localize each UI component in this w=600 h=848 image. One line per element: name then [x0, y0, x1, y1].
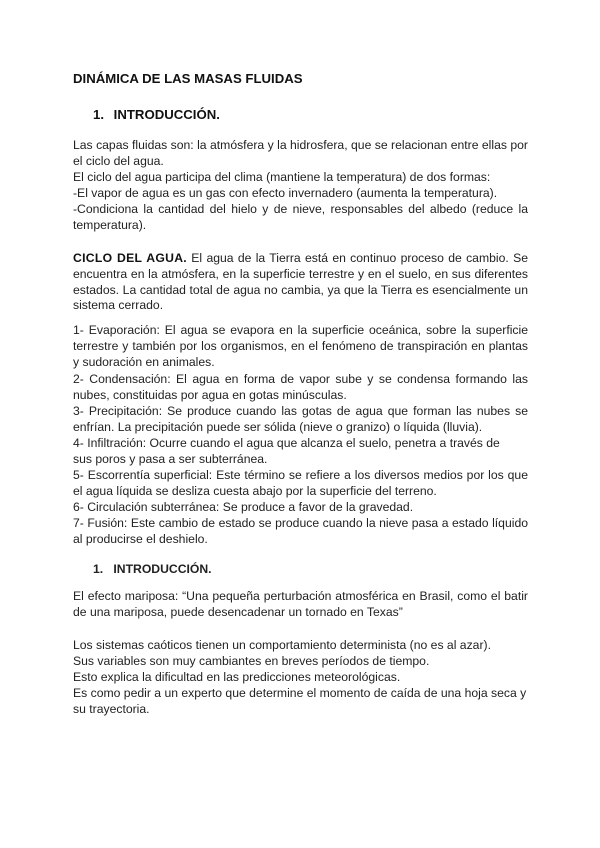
intro-vapor-line: -El vapor de agua es un gas con efecto invernadero (aumenta la temperatura). [73, 186, 498, 200]
chaos-line-4: Es como pedir a un experto que determine el momento de caída de una hoja seca y su trayectoria. [73, 686, 527, 716]
step-infiltracion [73, 436, 528, 468]
section-heading-text: INTRODUCCIÓN. [113, 562, 212, 576]
section-heading-text: INTRODUCCIÓN. [113, 107, 220, 122]
step-infiltracion-line-2: sus poros y pasa a ser subterránea. [73, 451, 268, 466]
step-escorrentia: 5- Escorrentía superficial: Este término se refiere a los diversos medios por los que el agua líquida se desliza cuesta abajo por la superficie del terreno. [73, 468, 528, 498]
intro-climate-line: El ciclo del agua participa del clima (mantiene la temperatura) de dos formas: [73, 170, 491, 184]
document-title: DINÁMICA DE LAS MASAS FLUIDAS [73, 71, 303, 86]
intro-paragraph: Las capas fluidas son: la atmósfera y la hidrosfera, que se relacionan entre ellas por el ciclo del agua. [73, 138, 528, 168]
water-cycle-text: El agua de la Tierra está en continuo proceso de cambio. Se encuentra en la atmósfera, en la superficie terrestre y en el suelo, en sus diferentes estados. La cantidad total de agua no cambia, ya que la Tierra es esencialmente un sistema cerrado. [73, 251, 528, 313]
step-condensacion: 2- Condensación: El agua en forma de vapor sube y se condensa formando las nubes, constituidas por agua en gotas minúsculas. [73, 372, 528, 402]
chaos-line-1: Los sistemas caóticos tienen un comportamiento determinista (no es al azar). [73, 638, 491, 652]
butterfly-effect-paragraph: El efecto mariposa: “Una pequeña perturbación atmosférica en Brasil, como el batir de una mariposa, puede desencadenar un tornado en Texas” [73, 589, 528, 619]
section-number: 1. [93, 562, 104, 576]
step-precipitacion: 3- Precipitación: Se produce cuando las gotas de agua que forman las nubes se enfrían. La precipitación puede ser sólida (nieve o granizo) o líquida (lluvia). [73, 404, 528, 434]
step-circulacion: 6- Circulación subterránea: Se produce a favor de la gravedad. [73, 500, 414, 514]
step-fusion: 7- Fusión: Este cambio de estado se produce cuando la nieve pasa a estado líquido al producirse el deshielo. [73, 516, 528, 546]
water-cycle-lead: CICLO DEL AGUA. [73, 251, 187, 265]
water-cycle-paragraph [73, 251, 528, 314]
chaos-line-3: Esto explica la dificultad en las predicciones meteorológicas. [73, 670, 401, 684]
intro-albedo-line: -Condiciona la cantidad del hielo y de nieve, responsables del albedo (reduce la temperatura). [73, 202, 528, 232]
section-heading-introduccion-2 [93, 562, 212, 576]
chaos-line-2: Sus variables son muy cambiantes en breves períodos de tiempo. [73, 654, 430, 668]
step-evaporacion: 1- Evaporación: El agua se evapora en la superficie oceánica, sobre la superficie terrestre y también por los organismos, en el fenómeno de transpiración en plantas y sudoración en animales. [73, 323, 528, 369]
section-heading-introduccion [93, 107, 220, 122]
section-number: 1. [93, 107, 104, 122]
step-infiltracion-line-1: 4- Infiltración: Ocurre cuando el agua que alcanza el suelo, penetra a través de [73, 436, 500, 450]
